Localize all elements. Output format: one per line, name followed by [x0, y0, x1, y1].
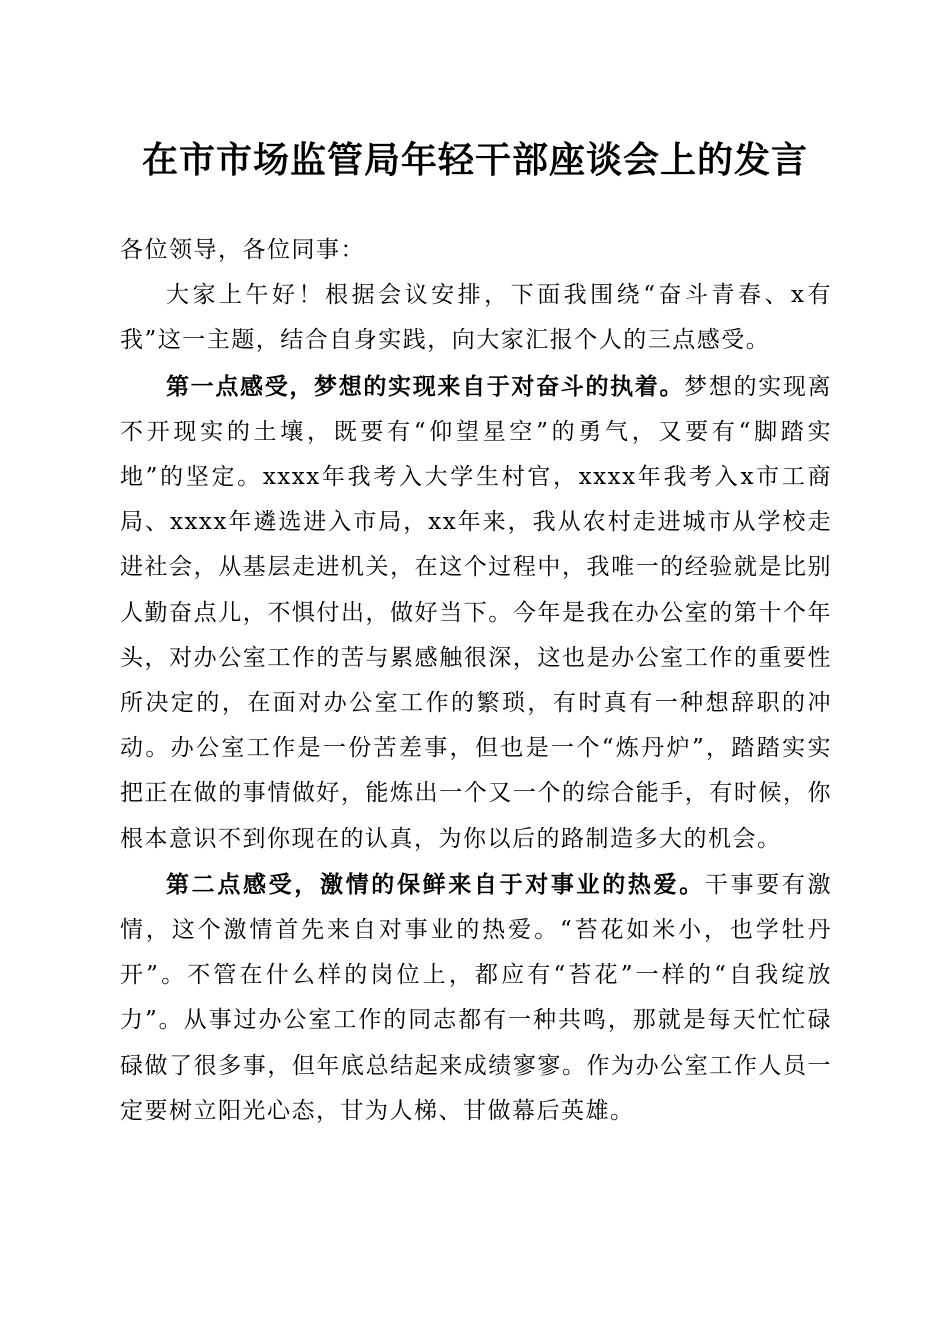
salutation: 各位领导，各位同事：: [120, 237, 365, 263]
paragraph-lead: 第二点感受，激情的保鲜来自于对事业的热爱。: [166, 870, 705, 898]
document-body: [120, 228, 832, 1134]
paragraph-text: 梦想的实现离不开现实的土壤，既要有“仰望星空”的勇气，又要有“脚踏实地”的坚定。xxxx年我考入大学生村官，xxxx年我考入x市工商局、xxxx年遴选进入市局，xx年来，我从农村走进城市从学校走进社会，从基层走进机关，在这个过程中，我唯一的经验就是比别人勤奋点儿，不惧付出，做好当下。今年是我在办公室的第十个年头，对办公室工作的苦与累感触很深，这也是办公室工作的重要性所决定的，在面对办公室工作的繁琐，有时真有一种想辞职的冲动。办公室工作是一份苦差事，但也是一个“炼丹炉”，踏踏实实把正在做的事情做好，能炼出一个又一个的综合能手，有时候，你根本意识不到你现在的认真，为你以后的路制造多大的机会。: [120, 373, 833, 852]
paragraph-text: 大家上午好！根据会议安排，下面我围绕“奋斗青春、x有我”这一主题，结合自身实践，向大家汇报个人的三点感受。: [120, 282, 832, 354]
document-title: 在市市场监管局年轻干部座谈会上的发言: [141, 139, 808, 181]
paragraph-first-point: [120, 364, 832, 862]
paragraph-opening: [120, 273, 832, 363]
paragraph-lead: 第一点感受，梦想的实现来自于对奋斗的执着。: [166, 372, 685, 400]
paragraph-second-point: [120, 862, 832, 1134]
paragraph-text: 干事要有激情，这个激情首先来自对事业的热爱。“苔花如米小，也学牡丹开”。不管在什么样的岗位上，都应有“苔花”一样的“自我绽放力”。从事过办公室工作的同志都有一种共鸣，那就是每天忙忙碌碌做了很多事，但年底总结起来成绩寥寥。作为办公室工作人员一定要树立阳光心态，甘为人梯、甘做幕后英雄。: [120, 871, 833, 1124]
